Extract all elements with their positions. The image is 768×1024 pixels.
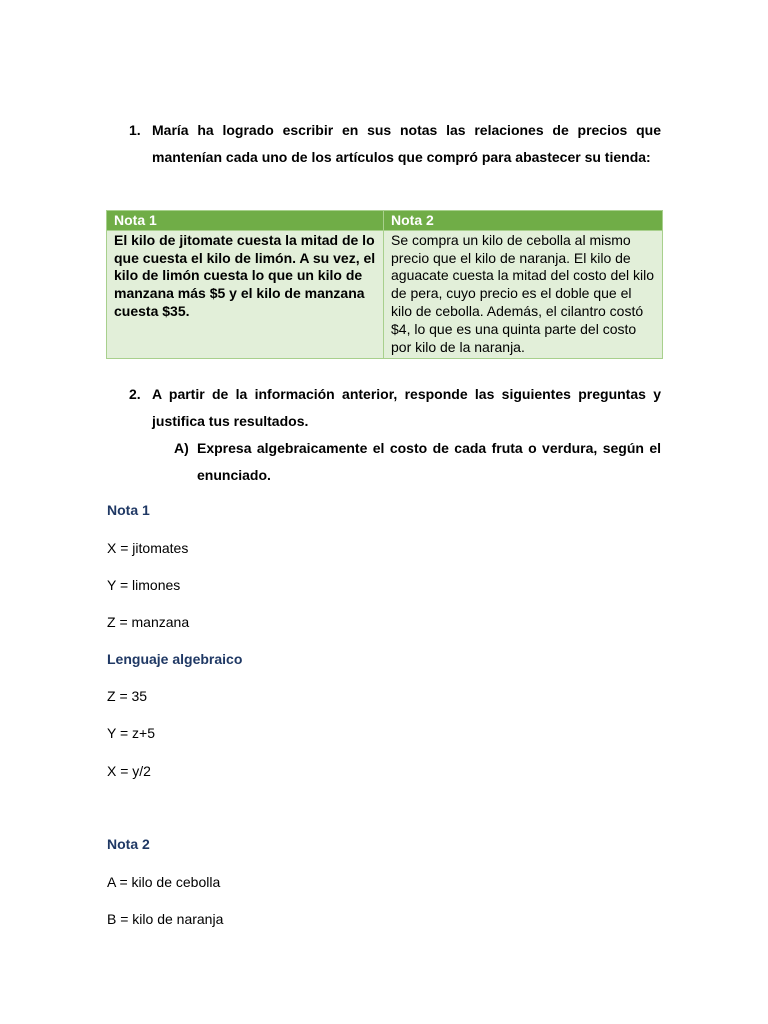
notes-table [106, 210, 663, 359]
notes-table-header-nota-2: Nota 2 [384, 211, 663, 231]
question-1-number: 1. [129, 122, 141, 138]
nota-1-heading: Nota 1 [107, 502, 150, 518]
subquestion-a-label: A) [174, 440, 189, 456]
definition-line: B = kilo de naranja [107, 911, 224, 927]
nota-2-heading: Nota 2 [107, 836, 150, 852]
definition-line: Z = manzana [107, 614, 190, 630]
definition-line: X = jitomates [107, 540, 189, 556]
question-2-number: 2. [129, 386, 141, 402]
algebra-heading: Lenguaje algebraico [107, 651, 243, 667]
notes-table-cell-nota-2: Se compra un kilo de cebolla al mismo precio que el kilo de naranja. El kilo de aguacate cuesta la mitad del costo del kilo de pera, cuyo precio es el doble que el kilo de cebolla. Además, el cilantro costó $4, lo que es una quinta parte del costo por kilo de la naranja. [384, 230, 663, 359]
definition-line: A = kilo de cebolla [107, 874, 221, 890]
notes-table-header-nota-1: Nota 1 [107, 211, 384, 231]
definition-line: Y = limones [107, 577, 181, 593]
notes-table-row [107, 230, 663, 359]
subquestion-a-text: Expresa algebraicamente el costo de cada fruta o verdura, según el enunciado. [197, 440, 661, 483]
notes-table-cell-nota-1: El kilo de jitomate cuesta la mitad de lo que cuesta el kilo de limón. A su vez, el kilo de limón cuesta lo que un kilo de manzana más $5 y el kilo de manzana cuesta $35. [107, 230, 384, 359]
equation-line: Y = z+5 [107, 725, 156, 741]
notes-table-header-row [107, 211, 663, 231]
equation-line: Z = 35 [107, 688, 148, 704]
equation-line: X = y/2 [107, 763, 151, 779]
question-2-text: A partir de la información anterior, responde las siguientes preguntas y justifica tus resultados. [152, 386, 661, 429]
question-1-text: María ha logrado escribir en sus notas las relaciones de precios que mantenían cada uno de los artículos que compró para abastecer su tienda: [152, 122, 661, 165]
